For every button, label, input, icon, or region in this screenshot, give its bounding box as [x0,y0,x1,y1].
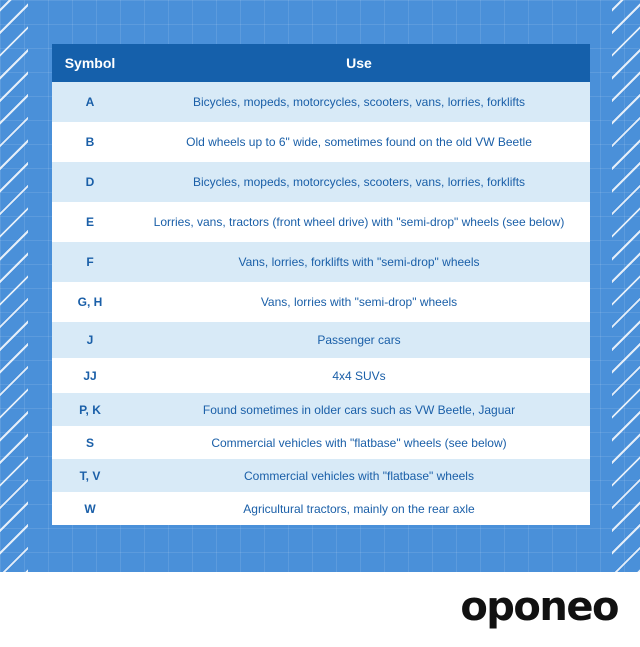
symbol-cell: T, V [52,459,128,492]
symbol-cell: A [52,82,128,122]
table-body [52,82,590,525]
use-cell: 4x4 SUVs [128,358,590,393]
table-row [52,492,590,525]
oponeo-logo: oponeo [460,584,618,630]
use-cell: Found sometimes in older cars such as VW Beetle, Jaguar [128,393,590,426]
symbol-cell: E [52,202,128,242]
use-cell: Lorries, vans, tractors (front wheel drive) with "semi-drop" wheels (see below) [128,202,590,242]
symbol-use-table [52,44,590,525]
table-row [52,202,590,242]
table-row [52,282,590,322]
use-cell: Commercial vehicles with "flatbase" wheels [128,459,590,492]
symbol-cell: F [52,242,128,282]
table-row [52,426,590,459]
symbol-table-container [52,44,590,525]
table-header-row [52,44,590,82]
table-row [52,358,590,393]
symbol-cell: S [52,426,128,459]
table-row [52,322,590,358]
use-cell: Vans, lorries with "semi-drop" wheels [128,282,590,322]
use-cell: Commercial vehicles with "flatbase" wheels (see below) [128,426,590,459]
table-row [52,162,590,202]
left-stripe-decoration [0,0,28,572]
header-use: Use [128,44,590,82]
use-cell: Old wheels up to 6" wide, sometimes found on the old VW Beetle [128,122,590,162]
symbol-cell: G, H [52,282,128,322]
table-row [52,459,590,492]
table-row [52,82,590,122]
table-row [52,393,590,426]
header-symbol: Symbol [52,44,128,82]
symbol-cell: J [52,322,128,358]
use-cell: Agricultural tractors, mainly on the rear axle [128,492,590,525]
use-cell: Passenger cars [128,322,590,358]
table-row [52,122,590,162]
use-cell: Bicycles, mopeds, motorcycles, scooters, vans, lorries, forklifts [128,162,590,202]
symbol-cell: JJ [52,358,128,393]
use-cell: Bicycles, mopeds, motorcycles, scooters, vans, lorries, forklifts [128,82,590,122]
use-cell: Vans, lorries, forklifts with "semi-drop" wheels [128,242,590,282]
symbol-cell: P, K [52,393,128,426]
right-stripe-decoration [612,0,640,572]
symbol-cell: W [52,492,128,525]
symbol-cell: D [52,162,128,202]
footer [0,572,640,647]
table-row [52,242,590,282]
symbol-cell: B [52,122,128,162]
